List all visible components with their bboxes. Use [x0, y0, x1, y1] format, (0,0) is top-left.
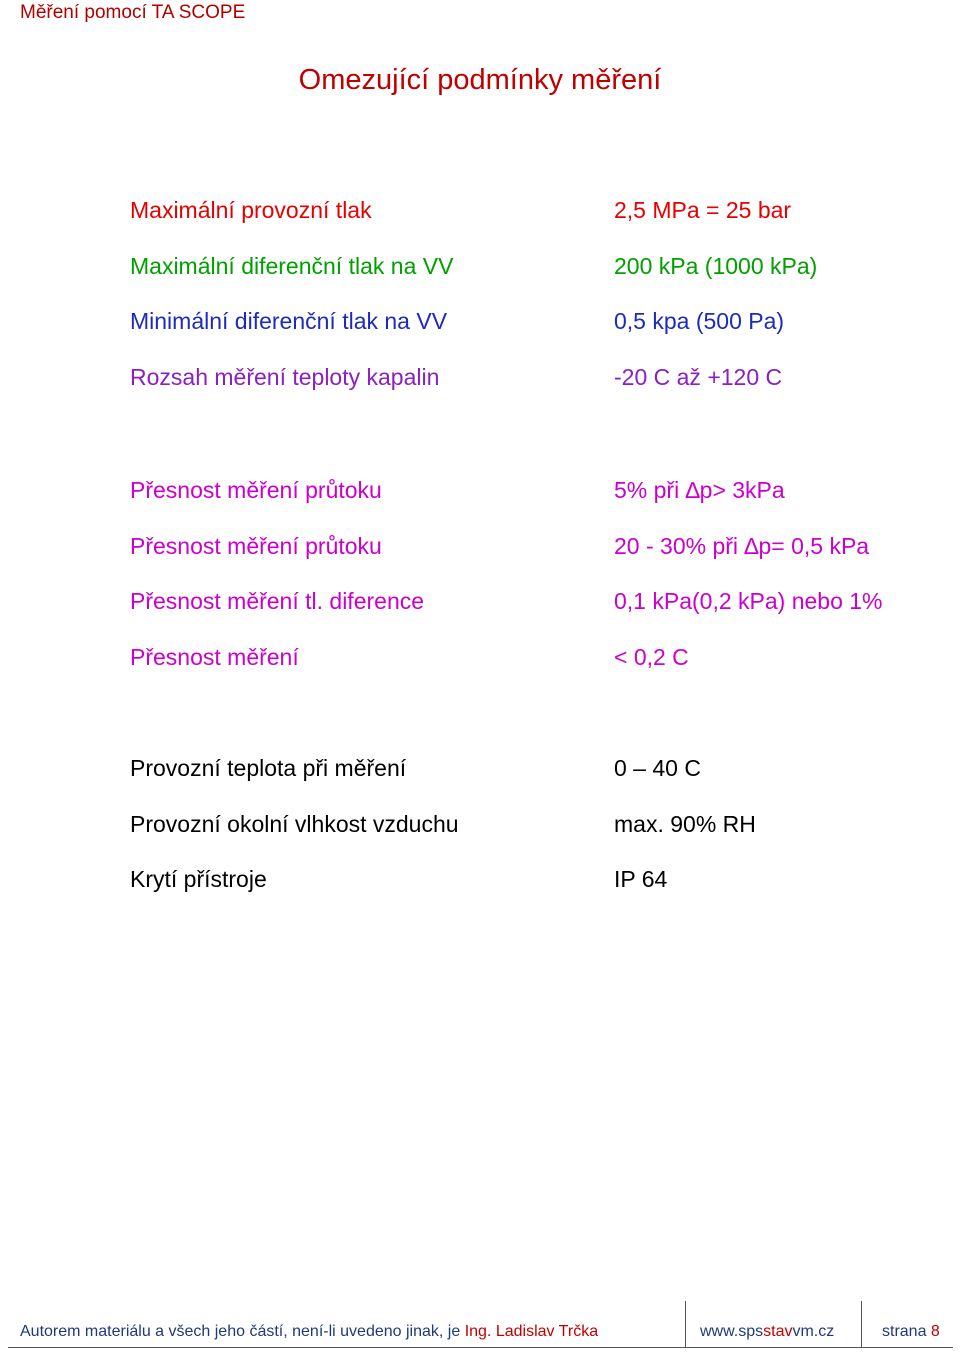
spec-value: 20 - 30% při ∆p= 0,5 kPa	[614, 533, 870, 559]
footer-divider	[861, 1301, 862, 1347]
spec-value: 0 – 40 C	[614, 755, 701, 781]
page-title: Omezující podmínky měření	[298, 64, 662, 96]
spec-row-temp-range	[130, 360, 950, 394]
spec-value: < 0,2 C	[614, 644, 689, 670]
spec-value: 2,5 MPa = 25 bar	[614, 197, 792, 223]
footer-page-number: 8	[930, 1323, 940, 1340]
spec-row-operating-temp	[130, 751, 950, 785]
footer-website-suffix: vm.cz	[792, 1323, 835, 1340]
spec-row-flow-accuracy-2	[130, 529, 950, 563]
footer-website-prefix: www.sps	[700, 1323, 764, 1340]
spec-value: 0,1 kPa(0,2 kPa) nebo 1%	[614, 588, 883, 614]
spec-row-humidity	[130, 807, 950, 841]
spec-label: Přesnost měření průtoku	[130, 533, 382, 559]
spec-row-flow-accuracy-1	[130, 473, 950, 507]
footer-rule	[8, 1347, 953, 1348]
spec-label: Přesnost měření	[130, 644, 299, 670]
spec-value: max. 90% RH	[614, 811, 756, 837]
footer-divider	[685, 1301, 686, 1347]
spec-label: Rozsah měření teploty kapalin	[130, 364, 440, 390]
spec-value: IP 64	[614, 866, 668, 892]
footer-author-name: Ing. Ladislav Trčka	[464, 1323, 599, 1340]
page-header: Měření pomocí TA SCOPE	[20, 2, 246, 23]
spec-row-min-diff-pressure	[130, 304, 950, 338]
spec-label: Maximální diferenční tlak na VV	[130, 253, 454, 279]
spec-row-max-pressure	[130, 193, 950, 227]
footer-page-label: strana	[882, 1323, 927, 1340]
spec-value: 0,5 kpa (500 Pa)	[614, 308, 785, 334]
spec-value: 5% při ∆p> 3kPa	[614, 477, 785, 503]
spec-label: Krytí přístroje	[130, 866, 267, 892]
footer-website[interactable]	[700, 1323, 834, 1341]
footer-page	[882, 1323, 940, 1341]
spec-row-ip-rating	[130, 862, 950, 896]
footer-author	[20, 1323, 598, 1341]
spec-value: 200 kPa (1000 kPa)	[614, 253, 818, 279]
spec-row-diff-accuracy	[130, 584, 950, 618]
spec-row-temp-accuracy	[130, 640, 950, 674]
spec-label: Přesnost měření tl. diference	[130, 588, 425, 614]
spec-label: Provozní okolní vlhkost vzduchu	[130, 811, 459, 837]
spec-label: Provozní teplota při měření	[130, 755, 407, 781]
spec-row-max-diff-pressure	[130, 249, 950, 283]
spec-label: Minimální diferenční tlak na VV	[130, 308, 448, 334]
spec-label: Přesnost měření průtoku	[130, 477, 382, 503]
footer-website-mid: stav	[763, 1323, 793, 1340]
footer-author-prefix: Autorem materiálu a všech jeho částí, není-li uvedeno jinak, je	[20, 1323, 465, 1340]
spec-label: Maximální provozní tlak	[130, 197, 372, 223]
spec-value: -20 C až +120 C	[614, 364, 783, 390]
